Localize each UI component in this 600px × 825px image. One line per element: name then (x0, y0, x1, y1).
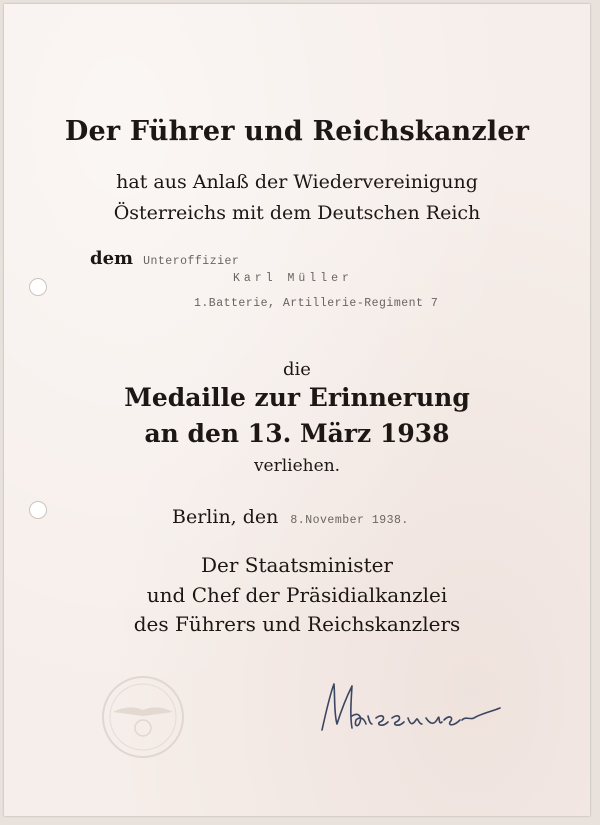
intro-line-1: hat aus Anlaß der Wiedervereinigung (116, 171, 478, 193)
place-date-row (172, 506, 409, 528)
recipient-rank: Unteroffizier (143, 255, 240, 268)
intro-line-2: Österreichs mit dem Deutschen Reich (113, 202, 481, 224)
signature-meissner (304, 672, 504, 742)
recipient-unit: 1.Batterie, Artillerie-Regiment 7 (194, 297, 439, 310)
award-prefix: die (283, 359, 311, 380)
issue-date: 8.November 1938. (290, 514, 409, 527)
signatory-line-2: und Chef der Präsidialkanzlei (146, 583, 448, 607)
signatory-line-1: Der Staatsminister (200, 553, 393, 577)
certificate-sheet (4, 4, 590, 816)
award-suffix: verliehen. (253, 456, 341, 476)
certificate-heading: Der Führer und Reichskanzler (64, 116, 530, 147)
recipient-row (90, 248, 239, 269)
award-title-line-1: Medaille zur Erinnerung (124, 383, 470, 412)
embossed-seal-icon (100, 674, 186, 760)
punch-hole-icon (29, 278, 47, 296)
award-title-line-2: an den 13. März 1938 (144, 419, 450, 448)
recipient-name: Karl Müller (233, 272, 353, 285)
punch-hole-icon (29, 501, 47, 519)
signatory-line-3: des Führers und Reichskanzlers (133, 612, 461, 636)
place-prefix: Berlin, den (172, 506, 279, 528)
recipient-prefix: dem (90, 248, 134, 269)
